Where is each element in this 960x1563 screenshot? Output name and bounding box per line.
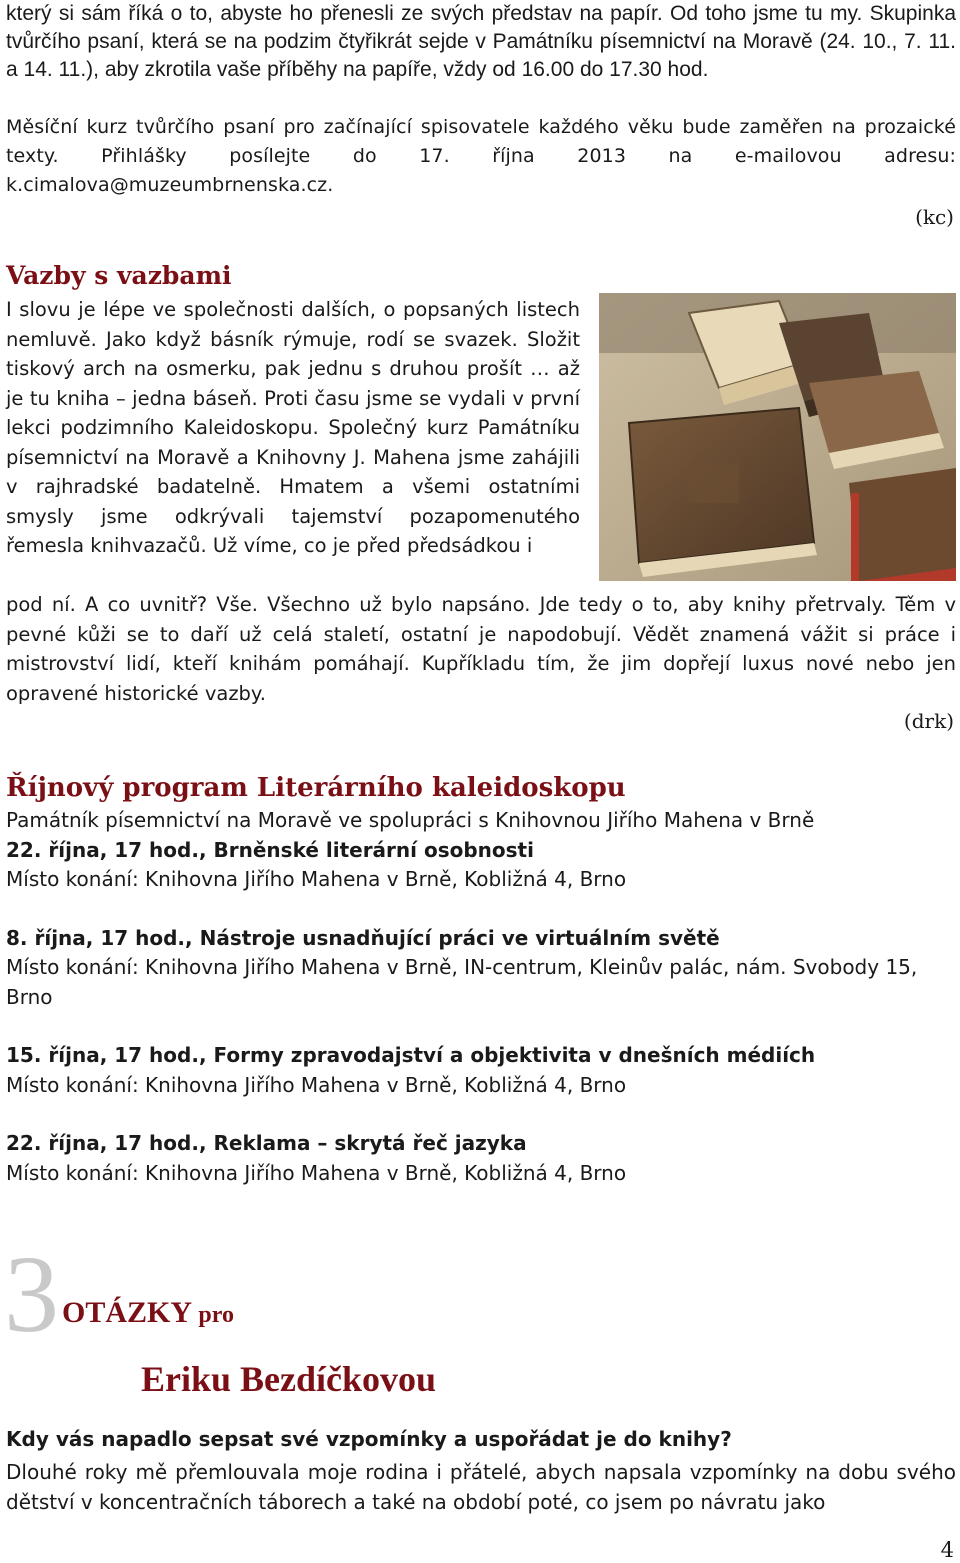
interview-heading-pro: pro [198,1302,234,1328]
event-4-place: Místo konání: Knihovna Jiřího Mahena v Brně, Kobližná 4, Brno [6,1160,627,1185]
event-1 [6,836,958,866]
event-3-date: 15. října, 17 hod. [6,1043,199,1067]
event-1-date: 22. října, 17 hod. [6,837,199,862]
interview-question: Kdy vás napadlo sepsat své vzpomínky a uspořádat je do knihy? [6,1427,732,1451]
interview-answer: Dlouhé roky mě přemlouvala moje rodina i přátelé, abych napsala vzpomínky na dobu svého dětství v koncentračních táborech a také na období poté, co jsem po návratu jako [6,1460,956,1514]
signature-kc: (kc) [915,205,954,229]
article-text-vazby-wrapped: I slovu je lépe ve společnosti dalších, o popsaných listech nemluvě. Jako když básník rýmuje, rodí se svazek. Složit tiskový arch na osmerku, pak jednu s druhou prošít … až je tu kniha – jedna báseň. Proti času jsme se vydali v první lekci podzimního Kaleidoskopu. Společný kurz Památníku písemnictví na Moravě a Knihovny J. Mahena jsme zahájili v rajhradské badatelně. Hmatem a všemi ostatními smysly jsme odkrývali tajemství pozapomenutého řemesla knihvazačů. Už víme, co je před předsádkou i [6,298,580,557]
event-4 [6,1129,958,1159]
interview-person: Eriku Bezdíčkovou [141,1359,437,1399]
event-3-place: Místo konání: Knihovna Jiřího Mahena v Brně, Kobližná 4, Brno [6,1072,627,1097]
event-3 [6,1041,958,1071]
program-title: Říjnový program Literárního kaleidoskopu [6,773,626,803]
event-2-topic: , Nástroje usnadňující práci ve virtuálním světě [185,925,720,950]
signature-drk: (drk) [903,709,954,733]
photo-old-books [599,293,956,581]
interview-heading [62,1296,234,1330]
program-list [6,806,958,1188]
event-4-topic: , Reklama – skrytá řeč jazyka [198,1131,527,1155]
program-subtitle: Památník písemnictví na Moravě ve spolupráci s Knihovnou Jiřího Mahena v Brně [6,808,815,832]
event-4-date: 22. října, 17 hod. [6,1131,199,1155]
article-text-vazby-full: pod ní. A co uvnitř? Vše. Všechno už bylo napsáno. Jde tedy o to, aby knihy přetrvaly. Těm v pevné kůži se to daří už celá staletí, ostatní je napodobují. Vědět znamená vážit si práce i mistrovství lidí, kteří knihám pomáhají. Kupříkladu tím, že jim dopřejí luxus nové nebo jen opravené historické vazby. [6,593,956,705]
intro-paragraph-1: který si sám říká o to, abyste ho přenesli ze svých představ na papír. Od toho jsme tu my. Skupinka tvůrčího psaní, která se na podzim čtyřikrát sejde v Památníku písemnictví na Moravě (24. 10., 7. 11. a 14. 11.), aby zkrotila vaše příběhy na papíře, vždy od 16.00 do 17.30 hod. [6,2,956,81]
event-1-topic: , Brněnské literární osobnosti [198,837,534,862]
event-2-place: Místo konání: Knihovna Jiřího Mahena v Brně, IN-centrum, Kleinův palác, nám. Svobody 15, Brno [6,955,918,1009]
event-1-place: Místo konání: Knihovna Jiřího Mahena v Brně, Kobližná 4, Brno [6,867,627,891]
event-2 [6,924,958,954]
interview-heading-main: OTÁZKY [62,1296,191,1329]
interview-number: 3 [4,1233,59,1355]
page-number: 4 [940,1538,954,1562]
event-2-date: 8. října, 17 hod. [6,925,186,950]
intro-paragraph-2: Měsíční kurz tvůrčího psaní pro začínající spisovatele každého věku bude zaměřen na prozaické texty. Přihlášky posílejte do 17. října 2013 na e-mailovou adresu: k.cimalova@muzeumbrnenska.cz. [6,116,956,196]
old-books-illustration [599,293,956,581]
article-title-vazby: Vazby s vazbami [6,261,232,290]
event-3-topic: , Formy zpravodajství a objektivita v dnešních médiích [198,1043,816,1067]
